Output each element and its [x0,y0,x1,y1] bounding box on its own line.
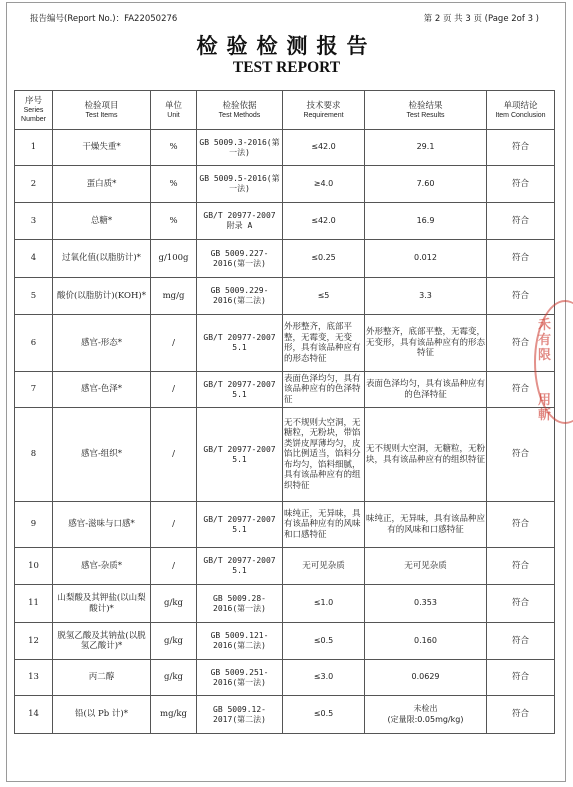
cell-unit: g/100g [151,240,197,278]
cell-unit: / [151,372,197,408]
cell-no: 5 [15,278,53,315]
cell-requirement: ≤42.0 [283,203,365,240]
col-header-test-methods: 检验依据 Test Methods [197,91,283,130]
cell-unit: % [151,130,197,166]
cell-conclusion: 符合 [487,408,555,502]
col-header-test-items: 检验项目 Test Items [53,91,151,130]
col-header-requirement: 技术要求 Requirement [283,91,365,130]
cell-result: 7.60 [365,166,487,203]
cell-method: GB/T 20977-2007 附录 A [197,203,283,240]
cell-no: 9 [15,502,53,548]
cell-conclusion: 符合 [487,372,555,408]
cell-method: GB/T 20977-2007 5.1 [197,372,283,408]
cell-result: 3.3 [365,278,487,315]
table-row [15,166,555,203]
report-title-cn: 检验检测报告 [196,34,377,58]
cell-requirement: ≤0.5 [283,623,365,660]
table-row [15,240,555,278]
cell-conclusion: 符合 [487,240,555,278]
table-row [15,660,555,696]
cell-result: 0.0629 [365,660,487,696]
cell-result: 无不规则大空洞，无糖粒，无粉块，具有该品种应有的组织特征 [365,408,487,502]
cell-requirement: ≤0.5 [283,696,365,734]
cell-unit: g/kg [151,660,197,696]
cell-conclusion: 符合 [487,315,555,372]
table-row [15,130,555,166]
table-row [15,372,555,408]
cell-conclusion: 符合 [487,696,555,734]
cell-unit: g/kg [151,585,197,623]
cell-unit: % [151,203,197,240]
col-header-unit: 单位 Unit [151,91,197,130]
cell-conclusion: 符合 [487,203,555,240]
cell-unit: mg/g [151,278,197,315]
table-row [15,623,555,660]
cell-no: 13 [15,660,53,696]
cell-conclusion: 符合 [487,548,555,585]
table-row [15,585,555,623]
cell-unit: / [151,548,197,585]
cell-no: 1 [15,130,53,166]
page-indicator: 第 2 页 共 3 页 (Page 2of 3 ) [423,14,539,24]
cell-method: GB 5009.3-2016(第一法) [197,130,283,166]
cell-conclusion: 符合 [487,585,555,623]
cell-item: 山梨酸及其钾盐(以山梨酸计)* [53,585,151,623]
col-header-conclusion: 单项结论 Item Conclusion [487,91,555,130]
cell-result: 未检出 (定量限:0.05mg/kg) [365,696,487,734]
cell-requirement: 味纯正，无异味，具有该品种应有的风味和口感特征 [283,502,365,548]
cell-unit: / [151,315,197,372]
cell-unit: g/kg [151,623,197,660]
cell-method: GB/T 20977-2007 5.1 [197,502,283,548]
cell-item: 过氧化值(以脂肪计)* [53,240,151,278]
cell-requirement: ≤1.0 [283,585,365,623]
cell-result: 表面色泽均匀，具有该品种应有的色泽特征 [365,372,487,408]
cell-requirement: 无可见杂质 [283,548,365,585]
cell-requirement: ≤3.0 [283,660,365,696]
cell-requirement: ≥4.0 [283,166,365,203]
cell-no: 8 [15,408,53,502]
cell-method: GB/T 20977-2007 5.1 [197,315,283,372]
cell-unit: % [151,166,197,203]
table-row [15,548,555,585]
cell-method: GB 5009.229-2016(第二法) [197,278,283,315]
cell-method: GB 5009.251-2016(第一法) [197,660,283,696]
cell-no: 10 [15,548,53,585]
report-number: 报告编号(Report No.)：FA22050276 [30,14,178,24]
cell-method: GB 5009.12-2017(第二法) [197,696,283,734]
cell-item: 感官-滋味与口感* [53,502,151,548]
cell-method: GB 5009.121-2016(第二法) [197,623,283,660]
cell-item: 脱氢乙酸及其钠盐(以脱氢乙酸计)* [53,623,151,660]
cell-no: 12 [15,623,53,660]
cell-item: 感官-杂质* [53,548,151,585]
seal-fragment: 禾 有 限 用 斬 [538,318,552,423]
cell-item: 感官-组织* [53,408,151,502]
cell-no: 3 [15,203,53,240]
cell-requirement: ≤42.0 [283,130,365,166]
cell-no: 4 [15,240,53,278]
cell-method: GB/T 20977-2007 5.1 [197,408,283,502]
cell-conclusion: 符合 [487,166,555,203]
cell-unit: mg/kg [151,696,197,734]
table-row [15,278,555,315]
cell-no: 11 [15,585,53,623]
col-header-test-results: 检验结果 Test Results [365,91,487,130]
cell-requirement: 外形整齐，底部平整，无霉变，无变形，具有该品种应有的形态特征 [283,315,365,372]
cell-no: 2 [15,166,53,203]
cell-item: 干燥失重* [53,130,151,166]
table-row [15,502,555,548]
cell-item: 感官-形态* [53,315,151,372]
report-title-en: TEST REPORT [232,59,341,76]
cell-no: 6 [15,315,53,372]
cell-result: 16.9 [365,203,487,240]
cell-method: GB 5009.5-2016(第一法) [197,166,283,203]
cell-item: 铅(以 Pb 计)* [53,696,151,734]
cell-requirement: ≤5 [283,278,365,315]
cell-unit: / [151,408,197,502]
cell-item: 蛋白质* [53,166,151,203]
cell-no: 14 [15,696,53,734]
table-row [15,203,555,240]
cell-result: 无可见杂质 [365,548,487,585]
cell-method: GB 5009.227-2016(第一法) [197,240,283,278]
cell-result: 29.1 [365,130,487,166]
cell-conclusion: 符合 [487,623,555,660]
cell-item: 感官-色泽* [53,372,151,408]
cell-conclusion: 符合 [487,502,555,548]
results-table [14,90,555,734]
cell-result: 0.012 [365,240,487,278]
cell-no: 7 [15,372,53,408]
cell-conclusion: 符合 [487,660,555,696]
col-header-series: 序号 Series Number [15,91,53,130]
cell-method: GB/T 20977-2007 5.1 [197,548,283,585]
cell-item: 总糖* [53,203,151,240]
cell-result: 0.160 [365,623,487,660]
table-header-row [15,91,555,130]
cell-item: 酸价(以脂肪计)(KOH)* [53,278,151,315]
cell-method: GB 5009.28-2016(第一法) [197,585,283,623]
table-row [15,315,555,372]
cell-conclusion: 符合 [487,278,555,315]
table-row [15,696,555,734]
cell-requirement: ≤0.25 [283,240,365,278]
cell-unit: / [151,502,197,548]
table-row [15,408,555,502]
cell-result: 外形整齐，底部平整，无霉变，无变形，具有该品种应有的形态特征 [365,315,487,372]
cell-requirement: 表面色泽均匀，具有该品种应有的色泽特征 [283,372,365,408]
cell-result: 味纯正，无异味，具有该品种应有的风味和口感特征 [365,502,487,548]
cell-result: 0.353 [365,585,487,623]
cell-item: 丙二醇 [53,660,151,696]
cell-conclusion: 符合 [487,130,555,166]
cell-requirement: 无不规则大空洞，无糖粒，无粉块，带馅类饼皮厚薄均匀，皮馅比例适当，馅料分布均匀，馅料细腻，具有该品种应有的组织特征 [283,408,365,502]
